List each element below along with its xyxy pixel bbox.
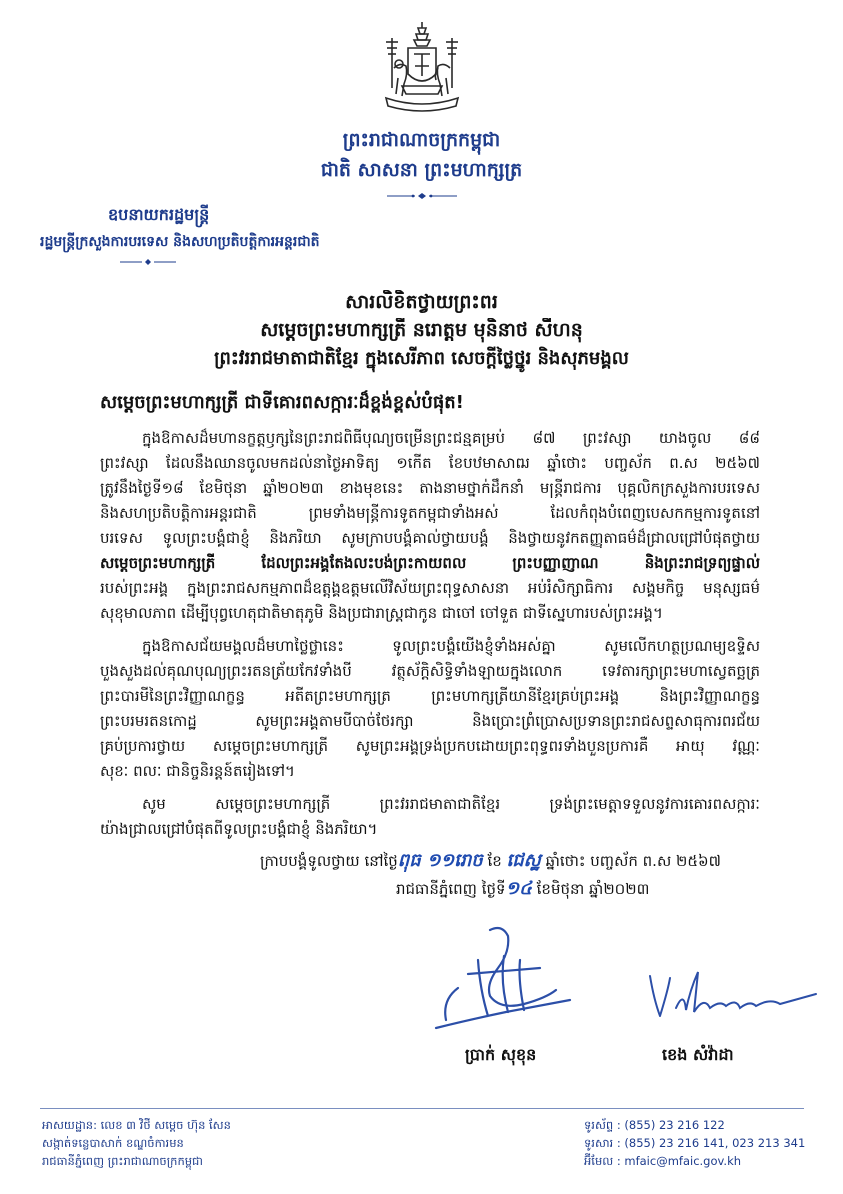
queen-title: ព្រះវររាជមាតាជាតិខ្មែរ ក្នុងសេរីភាព សេចក្តីថ្លៃថ្នូរ និងសុភមង្គល <box>214 348 629 369</box>
paragraph-line: របស់ព្រះអង្គ ក្នុងព្រះរាជសកម្មភាពដ៏ឧត្តុង្គឧត្តមលើវិស័យព្រះពុទ្ធសាសនា អប់រំសិក្សាធិការ សង្គមកិច្ច មនុស្សធម៌ <box>100 579 760 597</box>
footer-divider <box>40 1108 804 1109</box>
kingdom-name: ព្រះរាជាណាចក្រកម្ពុជា <box>342 129 501 151</box>
salutation: សម្តេចព្រះមហាក្សត្រី ជាទីគោរពសក្ការៈដ៏ខ្ពង់ខ្ពស់បំផុត! <box>100 392 464 413</box>
royal-coat-of-arms-icon <box>372 18 472 118</box>
solar-day: ១៤ <box>505 878 532 899</box>
paragraph-line: យ៉ាងជ្រាលជ្រៅបំផុតពីទូលព្រះបង្គំជាខ្ញុំ និងភរិយា។ <box>100 820 378 838</box>
lunar-month: ជេស្ឋ <box>506 850 541 871</box>
date-lunar: ក្រាបបង្គំទូលថ្វាយ នៅថ្ងៃពុធ ១១រោច ខែ ជេស្ឋ ឆ្នាំថោះ បញ្ចស័ក ព.ស ២៥៦៧ <box>260 850 721 871</box>
paragraph-line: និងសហប្រតិបត្តិការអន្តរជាតិ ព្រមទាំងមន្ត្រីការទូតកម្ពុជាទាំងអស់ ដែលកំពុងបំពេញបេសកកម្មការទូតនៅ <box>100 504 760 522</box>
date-solar: រាជធានីភ្នំពេញ ថ្ងៃទី១៤ ខែមិថុនា ឆ្នាំ២០២៣ <box>396 878 650 899</box>
signer-name-1: ប្រាក់ សុខុន <box>465 1045 537 1064</box>
footer-contacts <box>584 1116 805 1170</box>
paragraph-line: ព្រះបរមរតនកោដ្ឋ សូមព្រះអង្គតាមបីបាច់ថែរក្សា និងប្រោះព្រំប្រោសប្រទានព្រះរាជសព្ទសាធុការពរជ័យ <box>100 712 760 730</box>
signature-kheng-samvada-icon <box>640 960 820 1030</box>
fax-number: ទូរសារ : (855) 23 216 141, 023 213 341 <box>584 1136 806 1150</box>
paragraph-line: ព្រះវស្សា ដែលនឹងឈានចូលមកដល់នាថ្ងៃអាទិត្យ ១កើត ខែបឋមាសាឍ ឆ្នាំថោះ បញ្ចស័ក ព.ស ២៥៦៧ <box>100 454 760 472</box>
address-line: រាជធានីភ្នំពេញ ព្រះរាជាណាចក្រកម្ពុជា <box>42 1154 203 1168</box>
phone-number: ទូរស័ព្ទ : (855) 23 216 122 <box>584 1118 725 1132</box>
ministry-ornament-icon <box>118 258 178 266</box>
letter-title: សារលិខិតថ្វាយព្រះពរ <box>345 291 498 313</box>
paragraph-line: ព្រះបារមីនៃព្រះវិញ្ញាណក្ខន្ធ អតីតព្រះមហាក្សត្រ ព្រះមហាក្សត្រីយានីខ្មែរគ្រប់ព្រះអង្គ និងព្រះវិញ្ញាណក្ខន្ធ <box>100 687 760 705</box>
address-line: សង្កាត់ទន្លេបាសាក់ ខណ្ឌចំការមន <box>42 1136 184 1150</box>
office-title: ឧបនាយករដ្ឋមន្ត្រី <box>108 205 210 224</box>
ministry-name: រដ្ឋមន្ត្រីក្រសួងការបរទេស និងសហប្រតិបត្តិការអន្តរជាតិ <box>40 234 320 250</box>
signature-prak-sokhonn-icon <box>428 920 578 1040</box>
paragraph-line: បួងសួងដល់គុណបុណ្យព្រះរតនត្រ័យកែវទាំងបី វត្ថុស័ក្តិសិទ្ធិទាំងឡាយក្នុងលោក ទេវតារក្សាព្រះមហាស្វេតច្ឆត្រ <box>100 662 760 680</box>
lunar-day: ពុធ ១១រោច <box>397 850 483 871</box>
paragraph-line: គ្រប់ប្រការថ្វាយ សម្តេចព្រះមហាក្សត្រី សូមព្រះអង្គទ្រង់ប្រកបដោយព្រះពុទ្ធពរទាំងបួនប្រការគឺ អាយុ វណ្ណៈ <box>100 737 760 755</box>
paragraph-line: សូម សម្តេចព្រះមហាក្សត្រី ព្រះវររាជមាតាជាតិខ្មែរ ទ្រង់ព្រះមេត្តាទទួលនូវការគោរពសក្ការៈ <box>142 795 760 813</box>
email-address[interactable]: អ៊ីមែល : mfaic@mfaic.gov.kh <box>584 1154 742 1168</box>
paragraph-line: សុខៈ ពលៈ ជានិច្ចនិរន្តន៍តរៀងទៅ។ <box>100 762 295 780</box>
paragraph-line: សម្តេចព្រះមហាក្សត្រី ដែលព្រះអង្គតែងលះបង់ព្រះកាយពល ព្រះបញ្ញាញាណ និងព្រះរាជទ្រព្យផ្ទាល់ <box>100 554 760 572</box>
paragraph-line: ត្រូវនឹងថ្ងៃទី១៨ ខែមិថុនា ឆ្នាំ២០២៣ ខាងមុខនេះ តាងនាមថ្នាក់ដឹកនាំ មន្ត្រីរាជការ បុគ្គលិកក្រសួងការបរទេស <box>100 479 760 497</box>
queen-name: សម្តេចព្រះមហាក្សត្រី នរោត្តម មុនិនាថ សីហនុ <box>260 319 583 341</box>
address-line: អាសយដ្ឋាន: លេខ ៣ វិថី សម្តេច ហ៊ុន សែន <box>42 1118 231 1132</box>
paragraph-line: សុខុមាលភាព ដើម្បីបុព្វហេតុជាតិមាតុភូមិ និងប្រជារាស្ត្រជាកូន ជាចៅ ចៅទួត ជាទីស្នេហារបស់ព្រះអង្គ។ <box>100 604 663 622</box>
signer-name-2: ខេង សំវ៉ាដា <box>662 1045 734 1064</box>
paragraph-line: ក្នុងឱកាសជ័យមង្គលដ៏មហាថ្លៃថ្លានេះ ទូលព្រះបង្គំយើងខ្ញុំទាំងអស់គ្នា សូមលើកហត្ថប្រណម្យឧទ្ទិស <box>142 637 760 655</box>
footer-address <box>42 1116 231 1170</box>
paragraph-line: ក្នុងឱកាសដ៏មហានក្ខត្តឫក្សនៃព្រះរាជពិធីបុណ្យចម្រើនព្រះជន្មគម្រប់ ៨៧ ព្រះវស្សា យាងចូល ៨៨ <box>142 429 760 447</box>
divider-ornament-icon <box>385 192 459 200</box>
paragraph-line: បរទេស ទូលព្រះបង្គំជាខ្ញុំ និងភរិយា សូមក្រាបបង្គំគាល់ថ្វាយបង្គំ និងថ្វាយនូវកតញ្ញុតាធម៌ដ៏ជ្រាលជ្រៅបំផុតថ្វាយ <box>100 529 760 547</box>
kingdom-motto: ជាតិ សាសនា ព្រះមហាក្សត្រ <box>320 159 523 181</box>
